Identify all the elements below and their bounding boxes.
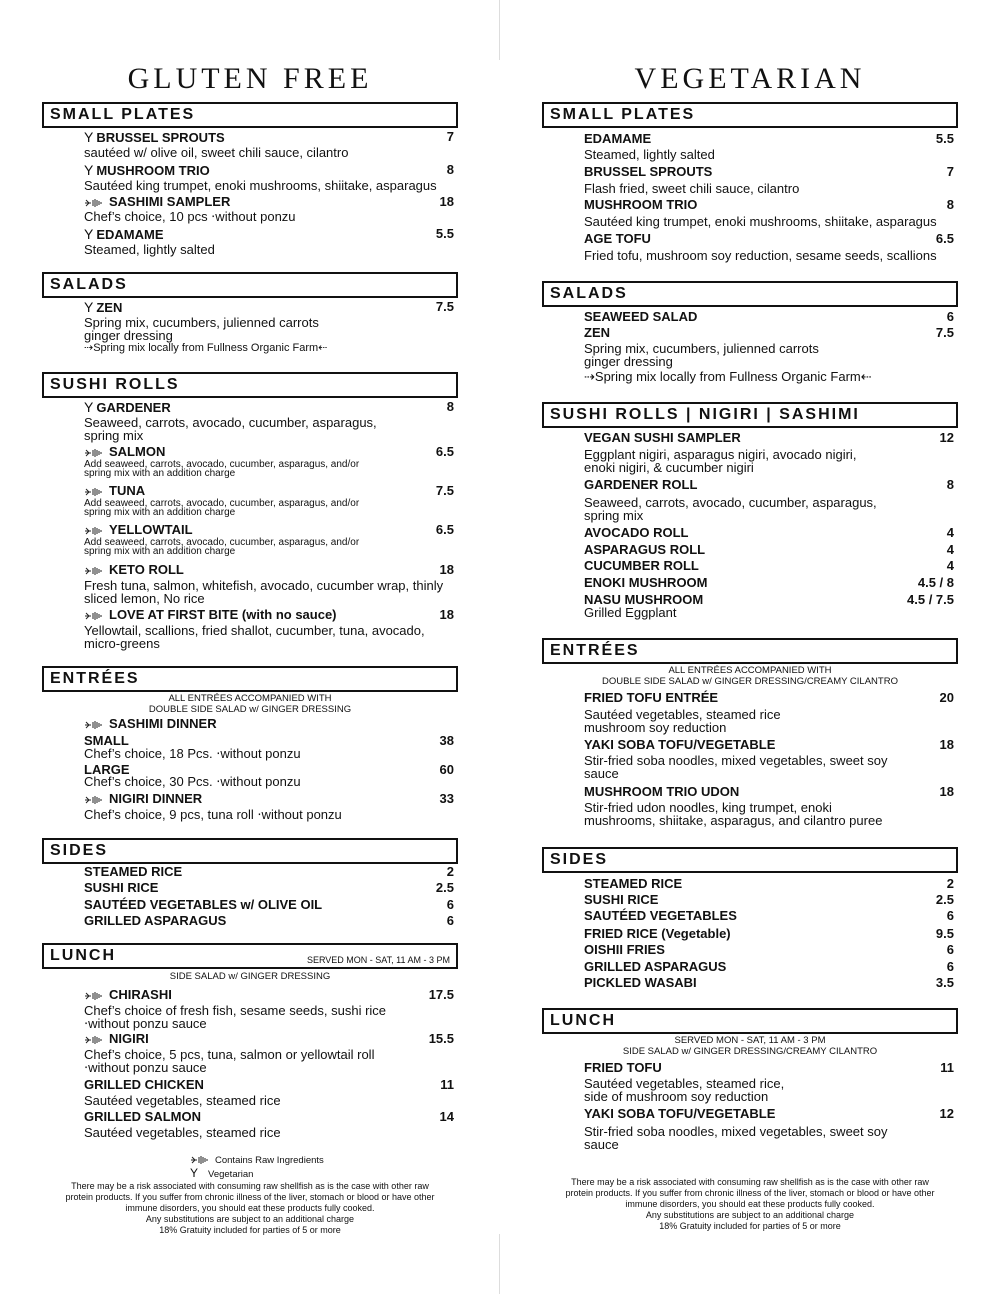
item-description: enoki nigiri, & cucumber nigiri: [584, 460, 754, 475]
veg-menu-item: YAKI SOBA TOFU/VEGETABLE 12: [584, 1106, 954, 1121]
veg-menu-item: STEAMED RICE 2: [584, 876, 954, 891]
disclaimer-line: immune disorders, you should eat these products fully cooked.: [125, 1203, 375, 1213]
disclaimer-line: There may be a risk associated with consuming raw shellfish as is the case with other raw: [71, 1181, 429, 1191]
veg-menu-item: NASU MUSHROOM 4.5 / 7.5: [584, 592, 954, 607]
veg-menu-item: CUCUMBER ROLL 4: [584, 558, 954, 573]
veg-menu-item: BRUSSEL SPROUTS 7: [584, 164, 954, 179]
veg-menu-item: EDAMAME 5.5: [584, 131, 954, 146]
item-description: Sautéed vegetables, steamed rice: [84, 1093, 281, 1108]
item-description: spring mix with an addition charge: [84, 468, 236, 479]
gf-menu-item: Y EDAMAME 5.5: [84, 226, 454, 242]
gf-menu-item: YELLOWTAIL 6.5: [84, 522, 454, 538]
item-description: ‧without ponzu sauce: [84, 1060, 207, 1075]
raw-fish-icon: [84, 720, 106, 730]
item-description: Fresh tuna, salmon, whitefish, avocado, cucumber wrap, thinly: [84, 578, 444, 593]
raw-fish-icon: [84, 448, 106, 458]
gf-menu-item: GRILLED ASPARAGUS 6: [84, 913, 454, 928]
raw-fish-icon: [190, 1155, 212, 1165]
item-description: Chef’s choice, 10 pcs ‧without ponzu: [84, 209, 296, 224]
gf-menu-item: SALMON 6.5: [84, 444, 454, 460]
vegetarian-icon: Y: [84, 399, 94, 415]
item-description: ginger dressing: [584, 354, 673, 369]
veg-menu-item: SUSHI RICE 2.5: [584, 892, 954, 907]
gf-menu-item: STEAMED RICE 2: [84, 864, 454, 879]
gf-menu-item: KETO ROLL 18: [84, 562, 454, 578]
gf-menu-item: Y BRUSSEL SPROUTS 7: [84, 129, 454, 145]
item-description: Yellowtail, scallions, fried shallot, cucumber, tuna, avocado,: [84, 623, 425, 638]
gf-menu-item: CHIRASHI 17.5: [84, 987, 454, 1003]
gf-menu-item: GRILLED CHICKEN 11: [84, 1077, 454, 1092]
gf-menu-item: Y ZEN 7.5: [84, 299, 454, 315]
gf-menu-item: NIGIRI DINNER 33: [84, 791, 454, 807]
lunch-hours: SERVED MON - SAT, 11 AM - 3 PM: [674, 1035, 826, 1046]
veg-menu-item: ENOKI MUSHROOM 4.5 / 8: [584, 575, 954, 590]
veg-salads-heading: SALADS: [542, 281, 958, 307]
raw-fish-icon: [84, 795, 106, 805]
disclaimer-line: There may be a risk associated with consuming raw shellfish as is the case with other raw: [571, 1177, 929, 1187]
vegetarian-title: VEGETARIAN: [634, 62, 866, 95]
entrees-note: DOUBLE SIDE SALAD w/ GINGER DRESSING: [148, 704, 352, 715]
veg-menu-item: AGE TOFU 6.5: [584, 231, 954, 246]
item-description: Chef’s choice, 18 Pcs. ‧without ponzu: [84, 746, 301, 761]
veg-menu-item: FRIED TOFU 11: [584, 1060, 954, 1075]
disclaimer-line: protein products. If you suffer from chronic illness of the liver, stomach or blood or have other: [65, 1192, 435, 1202]
item-description: Stir-fried udon noodles, king trumpet, enoki: [584, 800, 832, 815]
item-description: Sautéed vegetables, steamed rice,: [584, 1076, 785, 1091]
veg-menu-item: OISHII FRIES 6: [584, 942, 954, 957]
raw-fish-icon: [84, 1035, 106, 1045]
item-description: Sautéed vegetables, steamed rice: [584, 707, 781, 722]
farm-note: ⇢Spring mix locally from Fullness Organic Farm⇠: [584, 369, 872, 384]
veg-menu-item: SEAWEED SALAD 6: [584, 309, 954, 324]
raw-fish-icon: [84, 991, 106, 1001]
item-description: spring mix: [84, 428, 144, 443]
gf-menu-item: TUNA 7.5: [84, 483, 454, 499]
item-description: Stir-fried soba noodles, mixed vegetables, sweet soy: [584, 753, 888, 768]
gf-lunch-heading: LUNCH SERVED MON - SAT, 11 AM - 3 PM: [42, 943, 458, 969]
item-description: ‧without ponzu sauce: [84, 1016, 207, 1031]
disclaimer-line: 18% Gratuity included for parties of 5 or more: [659, 1221, 841, 1231]
farm-note: ⇢Spring mix locally from Fullness Organic Farm⇠: [84, 342, 328, 354]
gf-sides-heading: SIDES: [42, 838, 458, 864]
gf-menu-item: SASHIMI SAMPLER 18: [84, 194, 454, 210]
veg-small-plates-heading: SMALL PLATES: [542, 102, 958, 128]
gf-entrees-heading: ENTRÉES: [42, 666, 458, 692]
item-description: sauce: [584, 766, 619, 781]
veg-menu-item: FRIED TOFU ENTRÉE 20: [584, 690, 954, 705]
item-description: Sautéed vegetables, steamed rice: [84, 1125, 281, 1140]
disclaimer-line: 18% Gratuity included for parties of 5 or more: [159, 1225, 341, 1235]
vegetarian-icon: Y: [84, 129, 94, 145]
item-description: Stir-fried soba noodles, mixed vegetables, sweet soy: [584, 1124, 888, 1139]
entrees-note: ALL ENTRÉES ACCOMPANIED WITH: [168, 693, 332, 704]
item-description: Sautéed king trumpet, enoki mushrooms, shiitake, asparagus: [584, 214, 937, 229]
vegetarian-icon: Y: [84, 162, 94, 178]
item-description: Add seaweed, carrots, avocado, cucumber, asparagus, and/or: [84, 537, 360, 548]
item-description: spring mix with an addition charge: [84, 546, 236, 557]
item-description: Add seaweed, carrots, avocado, cucumber, asparagus, and/or: [84, 498, 360, 509]
item-description: Fried tofu, mushroom soy reduction, sesame seeds, scallions: [584, 248, 937, 263]
veg-menu-item: MUSHROOM TRIO UDON 18: [584, 784, 954, 799]
veg-sides-heading: SIDES: [542, 847, 958, 873]
raw-fish-icon: [84, 611, 106, 621]
item-description: side of mushroom soy reduction: [584, 1089, 769, 1104]
veg-menu-item: GARDENER ROLL 8: [584, 477, 954, 492]
entrees-note: ALL ENTRÉES ACCOMPANIED WITH: [668, 665, 832, 676]
legend-raw: Contains Raw Ingredients: [190, 1155, 324, 1166]
gf-menu-item: LARGE 60: [84, 762, 454, 777]
gf-menu-item: NIGIRI 15.5: [84, 1031, 454, 1047]
gf-menu-item: Y MUSHROOM TRIO 8: [84, 162, 454, 178]
item-description: ginger dressing: [84, 328, 173, 343]
item-description: Chef’s choice of fresh fish, sesame seeds, sushi rice: [84, 1003, 387, 1018]
item-description: Add seaweed, carrots, avocado, cucumber, asparagus, and/or: [84, 459, 360, 470]
legend-veg: Y Vegetarian: [190, 1166, 254, 1180]
vegetarian-icon: Y: [190, 1166, 199, 1180]
veg-menu-item: ZEN 7.5: [584, 325, 954, 340]
gf-menu-item: SASHIMI DINNER: [84, 716, 454, 732]
veg-menu-item: GRILLED ASPARAGUS 6: [584, 959, 954, 974]
gf-menu-item: SAUTÉED VEGETABLES w/ OLIVE OIL 6: [84, 897, 454, 912]
veg-menu-item: MUSHROOM TRIO 8: [584, 197, 954, 212]
disclaimer-line: immune disorders, you should eat these products fully cooked.: [625, 1199, 875, 1209]
item-description: mushrooms, shiitake, asparagus, and cilantro puree: [584, 813, 883, 828]
disclaimer-line: protein products. If you suffer from chronic illness of the liver, stomach or blood or have other: [565, 1188, 935, 1198]
raw-fish-icon: [84, 487, 106, 497]
item-description: sauce: [584, 1137, 619, 1152]
item-description: spring mix: [584, 508, 644, 523]
veg-menu-item: ASPARAGUS ROLL 4: [584, 542, 954, 557]
veg-entrees-heading: ENTRÉES: [542, 638, 958, 664]
item-description: Steamed, lightly salted: [584, 147, 715, 162]
gf-menu-item: Y GARDENER 8: [84, 399, 454, 415]
item-description: Sautéed king trumpet, enoki mushrooms, shiitake, asparagus: [84, 178, 437, 193]
gf-sushi-rolls-heading: SUSHI ROLLS: [42, 372, 458, 398]
center-divider-top: [499, 0, 500, 60]
item-description: spring mix with an addition charge: [84, 507, 236, 518]
item-description: micro-greens: [84, 636, 160, 651]
veg-sushi-heading: SUSHI ROLLS | NIGIRI | SASHIMI: [542, 402, 958, 428]
lunch-hours: SERVED MON - SAT, 11 AM - 3 PM: [306, 955, 450, 965]
raw-fish-icon: [84, 526, 106, 536]
item-description: Seaweed, carrots, avocado, cucumber, asparagus,: [84, 415, 377, 430]
veg-menu-item: FRIED RICE (Vegetable) 9.5: [584, 926, 954, 941]
entrees-note: DOUBLE SIDE SALAD w/ GINGER DRESSING/CREAMY CILANTRO: [602, 676, 898, 687]
veg-menu-item: SAUTÉED VEGETABLES 6: [584, 908, 954, 923]
gf-menu-item: SUSHI RICE 2.5: [84, 880, 454, 895]
item-description: sautéed w/ olive oil, sweet chili sauce, cilantro: [84, 145, 349, 160]
item-description: Seaweed, carrots, avocado, cucumber, asparagus,: [584, 495, 877, 510]
gf-menu-item: SMALL 38: [84, 733, 454, 748]
item-description: Steamed, lightly salted: [84, 242, 215, 257]
center-divider-bottom: [499, 1234, 500, 1294]
gf-menu-item: GRILLED SALMON 14: [84, 1109, 454, 1124]
item-description: Eggplant nigiri, asparagus nigiri, avocado nigiri,: [584, 447, 857, 462]
raw-fish-icon: [84, 566, 106, 576]
gf-salads-heading: SALADS: [42, 272, 458, 298]
item-description: mushroom soy reduction: [584, 720, 727, 735]
item-description: Spring mix, cucumbers, julienned carrots: [84, 315, 319, 330]
vegetarian-icon: Y: [84, 226, 94, 242]
veg-menu-item: VEGAN SUSHI SAMPLER 12: [584, 430, 954, 445]
disclaimer-line: Any substitutions are subject to an additional charge: [645, 1210, 855, 1220]
gf-small-plates-heading: SMALL PLATES: [42, 102, 458, 128]
gf-menu-item: LOVE AT FIRST BITE (with no sauce) 18: [84, 607, 454, 623]
gluten-free-title: GLUTEN FREE: [127, 62, 373, 95]
lunch-note: SIDE SALAD w/ GINGER DRESSING: [169, 971, 331, 982]
veg-menu-item: YAKI SOBA TOFU/VEGETABLE 18: [584, 737, 954, 752]
item-description: Chef’s choice, 5 pcs, tuna, salmon or yellowtail roll: [84, 1047, 375, 1062]
item-description: Chef’s choice, 30 Pcs. ‧without ponzu: [84, 774, 301, 789]
veg-menu-item: AVOCADO ROLL 4: [584, 525, 954, 540]
item-description: Chef’s choice, 9 pcs, tuna roll ‧without ponzu: [84, 807, 342, 822]
veg-menu-item: PICKLED WASABI 3.5: [584, 975, 954, 990]
disclaimer-line: Any substitutions are subject to an additional charge: [145, 1214, 355, 1224]
vegetarian-icon: Y: [84, 299, 94, 315]
lunch-note: SIDE SALAD w/ GINGER DRESSING/CREAMY CILANTRO: [622, 1046, 878, 1057]
item-description: Flash fried, sweet chili sauce, cilantro: [584, 181, 800, 196]
item-description: Spring mix, cucumbers, julienned carrots: [584, 341, 819, 356]
item-description: sliced lemon, No rice: [84, 591, 205, 606]
raw-fish-icon: [84, 198, 106, 208]
veg-lunch-heading: LUNCH: [542, 1008, 958, 1034]
item-description: Grilled Eggplant: [584, 605, 677, 620]
